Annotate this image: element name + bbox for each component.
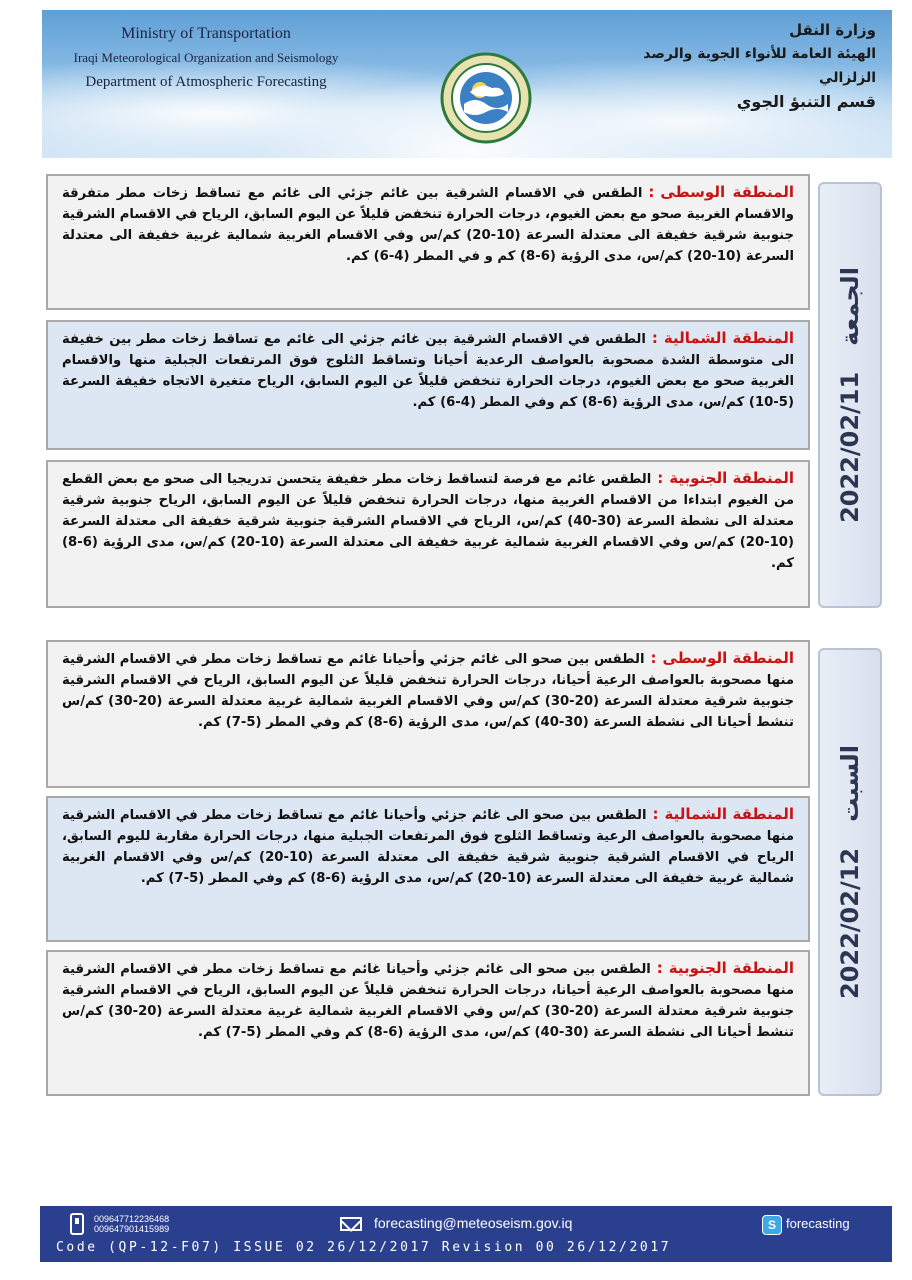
region-name: المنطقة الوسطى	[660, 183, 794, 201]
date-label	[836, 745, 864, 999]
ministry-name-ar: وزارة النقل	[789, 21, 876, 39]
region-name: المنطقة الجنوبية	[669, 469, 794, 487]
region-separator: :	[648, 183, 655, 201]
department-name-ar: قسم التنبؤ الجوي	[736, 92, 876, 111]
region-forecast-text: الطقس بين صحو الى غائم جزئي وأحيانا غائم مع تساقط زخات مطر في الاقسام الشرقية منها مصحوبة بالعواصف الرعية وتساقط الثلوج فوق المرتفعات الجبلية منها، درجات الحرارة مقاربة لليوم السابق، الرياح في الاقسام الشرقية جنوبية شرقية خفيفة الى معتدلة السرعة (10-20) كم/س وفي الاقسام الغربية شمالية غربية خفيفة الى معتدلة السرعة (10-20) كم/س، مدى الرؤية (6-8) كم وفي المطر (5-7) كم.	[62, 808, 795, 886]
date-value: 2022/02/12	[836, 847, 864, 999]
region-forecast-text: الطقس في الاقسام الشرقية بين غائم جزئي الى غائم مع تساقط زخات مطر متفرقة والاقسام الغربية صحو مع بعض الغيوم، درجات الحرارة تنخفض قليلاً عن اليوم السابق، الرياح في الاقسام الشرقية جنوبية شرقية خفيفة الى معتدلة السرعة (10-20) كم/س وفي الاقسام الغربية شمالية غربية خفيفة الى معتدلة السرعة (10-20) كم/س، مدى الرؤية (6-8) كم و في المطر (4-6) كم.	[62, 186, 795, 264]
region-separator: :	[650, 649, 657, 667]
region-central-day1	[46, 174, 810, 310]
region-separator: :	[651, 329, 658, 347]
region-name: المنطقة الوسطى	[662, 649, 794, 667]
region-north-day2	[46, 796, 810, 942]
region-separator: :	[657, 469, 664, 487]
region-name: المنطقة الشمالية	[663, 329, 794, 347]
organization-name-ar: الهيئة العامة للأنواء الجوية والرصد الزلزالي	[643, 46, 876, 86]
header-arabic	[586, 18, 876, 114]
region-forecast-text: الطقس في الاقسام الشرقية بين غائم جزئي الى غائم مع تساقط زخات مطر بين خفيفة الى متوسطة الشدة مصحوبة بالعواصف الرعدية أحيانا وتساقط الثلوج فوق المرتفعات الجبلية منها والاقسام الغربية صحو مع بعض الغيوم، درجات الحرارة تنخفض قليلاً عن اليوم السابق، الرياح متغيرة الاتجاه خفيفة السرعة (5-10) كم/س، مدى الرؤية (6-8) كم وفي المطر (4-6) كم.	[62, 332, 794, 410]
region-south-day2	[46, 950, 810, 1096]
header-banner	[42, 10, 892, 158]
weekday-value: السبت	[836, 745, 864, 822]
skype-icon: S	[762, 1215, 782, 1235]
day-section-2	[46, 640, 886, 1096]
ministry-name-en: Ministry of Transportation	[121, 25, 291, 42]
skype-handle[interactable]: forecasting	[786, 1216, 850, 1231]
date-label	[836, 267, 864, 523]
phone-numbers	[94, 1214, 169, 1234]
document-code-line: Code (QP-12-F07) ISSUE 02 26/12/2017 Revision 00 26/12/2017	[56, 1240, 672, 1255]
phone-number-2: 009647901415989	[94, 1224, 170, 1234]
organization-logo-icon	[440, 52, 532, 144]
date-value: 2022/02/11	[836, 371, 864, 523]
date-strip-day1	[818, 182, 882, 608]
weekday-value: الجمعة	[836, 267, 864, 346]
region-forecast-text: الطقس بين صحو الى غائم جزئي وأحيانا غائم مع تساقط زخات مطر في الاقسام الشرقية منها مصحوبة بالعواصف الرعية أحيانا، درجات الحرارة تنخفض قليلاً عن اليوم السابق، الرياح في الاقسام الشرقية جنوبية شرقية معتدلة السرعة (20-30) كم/س وفي الاقسام الغربية شمالية غربية معتدلة السرعة (20-30) كم/س تنشط أحيانا الى نشطة السرعة (30-40) كم/س، مدى الرؤية (6-8) كم وفي المطر (5-7) كم.	[62, 962, 794, 1040]
email-link[interactable]: forecasting@meteoseism.gov.iq	[374, 1215, 573, 1231]
header-english	[56, 22, 356, 94]
region-north-day1	[46, 320, 810, 450]
phone-icon	[70, 1213, 84, 1235]
day-section-1	[46, 174, 886, 608]
organization-name-en: Iraqi Meteorological Organization and Seismology	[73, 50, 339, 65]
mail-icon	[340, 1217, 362, 1231]
region-forecast-text: الطقس بين صحو الى غائم جزئي وأحيانا غائم مع تساقط زخات مطر في الاقسام الشرقية منها مصحوبة بالعواصف الرعية أحيانا، درجات الحرارة تنخفض قليلاً عن اليوم السابق، الرياح في الاقسام الشرقية جنوبية شرقية معتدلة السرعة (20-30) كم/س وفي الاقسام الغربية شمالية غربية معتدلة السرعة (20-30) كم/س تنشط أحيانا الى نشطة السرعة (30-40) كم/س، مدى الرؤية (6-8) كم وفي المطر (5-7) كم.	[62, 652, 794, 730]
region-name: المنطقة الشمالية	[664, 805, 795, 823]
region-central-day2	[46, 640, 810, 788]
region-separator: :	[656, 959, 663, 977]
footer-bar	[40, 1206, 892, 1262]
region-name: المنطقة الجنوبية	[668, 959, 794, 977]
date-strip-day2	[818, 648, 882, 1096]
region-south-day1	[46, 460, 810, 608]
region-forecast-text: الطقس غائم مع فرصة لتساقط زخات مطر خفيفة يتحسن تدريجيا الى صحو مع بعض القطع من الغيوم ابتداءا من الاقسام الغربية منها، درجات الحرارة تنخفض قليلاً عن اليوم السابق، الرياح جنوبية شرقية معتدلة الى نشطة السرعة (30-40) كم/س، الرياح في الاقسام الشرقية جنوبية شرقية خفيفة الى معتدلة السرعة (10-20) كم/س وفي الاقسام الغربية شمالية غربية خفيفة الى معتدلة السرعة (10-20) كم/س، مدى الرؤية (6-8) كم.	[62, 472, 794, 571]
phone-number-1: 009647712236468	[94, 1214, 170, 1224]
region-separator: :	[652, 805, 659, 823]
department-name-en: Department of Atmospheric Forecasting	[85, 74, 327, 90]
